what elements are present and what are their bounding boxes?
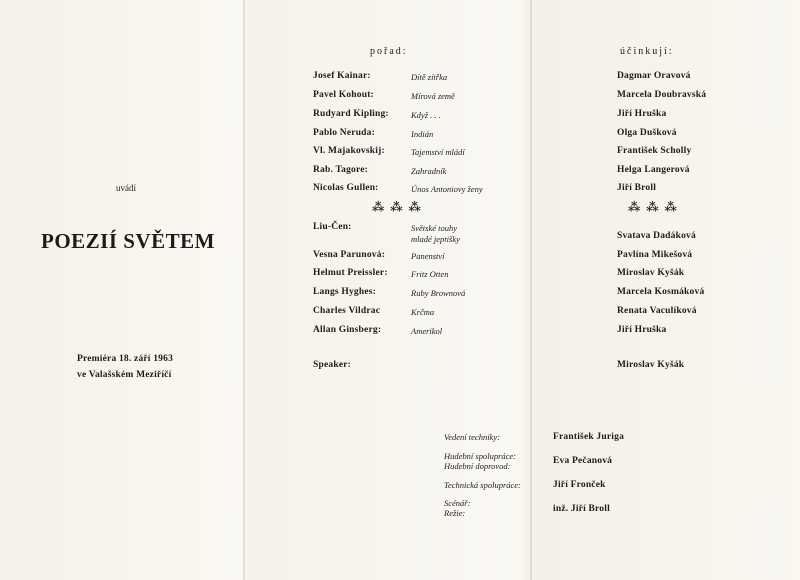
cast-member: Renata Vaculíková [617, 306, 697, 316]
program-author: Langs Hyghes: [313, 287, 377, 297]
program-work: Panenství [411, 251, 445, 261]
show-title: POEZIÍ SVĚTEM [41, 229, 215, 253]
credit-label: Vedení techniky: [444, 432, 500, 442]
program-author: Pablo Neruda: [313, 128, 375, 138]
credit-label: Hudební spolupráce: [444, 451, 517, 461]
program-work: Indián [411, 129, 434, 139]
cast-member: Jiří Broll [617, 183, 657, 193]
credit-name: Eva Pečanová [553, 456, 613, 466]
program-work: Fritz Otten [411, 269, 449, 279]
program-work: Světské touhy [411, 223, 458, 233]
credit-name: František Juriga [553, 432, 625, 442]
program-work: Zahradník [411, 166, 447, 176]
credit-label: Režie: [444, 508, 466, 518]
cast-member: Pavlína Mikešová [617, 250, 693, 260]
credit-name: inž. Jiří Broll [553, 504, 610, 514]
presents-label: uvádí [116, 183, 136, 193]
credit-label: Scénář: [444, 498, 471, 508]
cast-member: Olga Dušková [617, 128, 677, 138]
program-author: Liu-Čen: [313, 222, 352, 232]
cast-member: Dagmar Oravová [617, 71, 691, 81]
program-work: Když . . . [411, 110, 441, 120]
program-author: Charles Vildrac [313, 306, 381, 316]
fold-line [530, 0, 532, 580]
cast-member: Miroslav Kyšák [617, 268, 685, 278]
cast-member: Marcela Doubravská [617, 90, 707, 100]
program-author: Vl. Majakovskij: [313, 146, 385, 156]
program-work: Krčma [411, 307, 435, 317]
credit-label: Technická spolupráce: [444, 480, 521, 490]
premiere-date: Premiéra 18. září 1963 [77, 354, 174, 364]
program-author: Helmut Preissler: [313, 268, 388, 278]
cast-member: Marcela Kosmáková [617, 287, 705, 297]
cast-member: Jiří Hruška [617, 109, 667, 119]
credit-name: Jiří Fronček [553, 480, 606, 490]
program-work: Dítě zítřka [411, 72, 448, 82]
program-work: Mírová země [411, 91, 455, 101]
speaker-label: Speaker: [313, 360, 352, 370]
credit-label: Hudební doprovod: [444, 461, 511, 471]
program-work: Tajemství mládí [411, 147, 465, 157]
program-author: Nicolas Gullen: [313, 183, 379, 193]
cast-member: František Scholly [617, 146, 692, 156]
cast-member: Helga Langerová [617, 165, 690, 175]
program-author: Josef Kainar: [313, 71, 371, 81]
speaker-name: Miroslav Kyšák [617, 360, 685, 370]
cast-heading: účinkují: [620, 46, 674, 57]
section-separator: ⁂⁂⁂ [628, 200, 683, 214]
program-author: Rab. Tagore: [313, 165, 369, 175]
program-heading: pořad: [370, 46, 408, 57]
section-separator: ⁂⁂⁂ [372, 200, 427, 214]
program-author: Allan Ginsberg: [313, 325, 382, 335]
fold-line [243, 0, 245, 580]
premiere-place: ve Valašském Meziříčí [77, 370, 172, 380]
cast-member: Svatava Dadáková [617, 231, 696, 241]
program-work: Amerikol [411, 326, 443, 336]
cast-member: Jiří Hruška [617, 325, 667, 335]
program-author: Vesna Parunová: [313, 250, 386, 260]
program-author: Rudyard Kipling: [313, 109, 389, 119]
program-work: Únos Antoniovy ženy [411, 184, 483, 194]
program-work: Ruby Brownová [411, 288, 466, 298]
program-work-line2: mladé jeptišky [411, 234, 460, 244]
program-author: Pavel Kohout: [313, 90, 374, 100]
